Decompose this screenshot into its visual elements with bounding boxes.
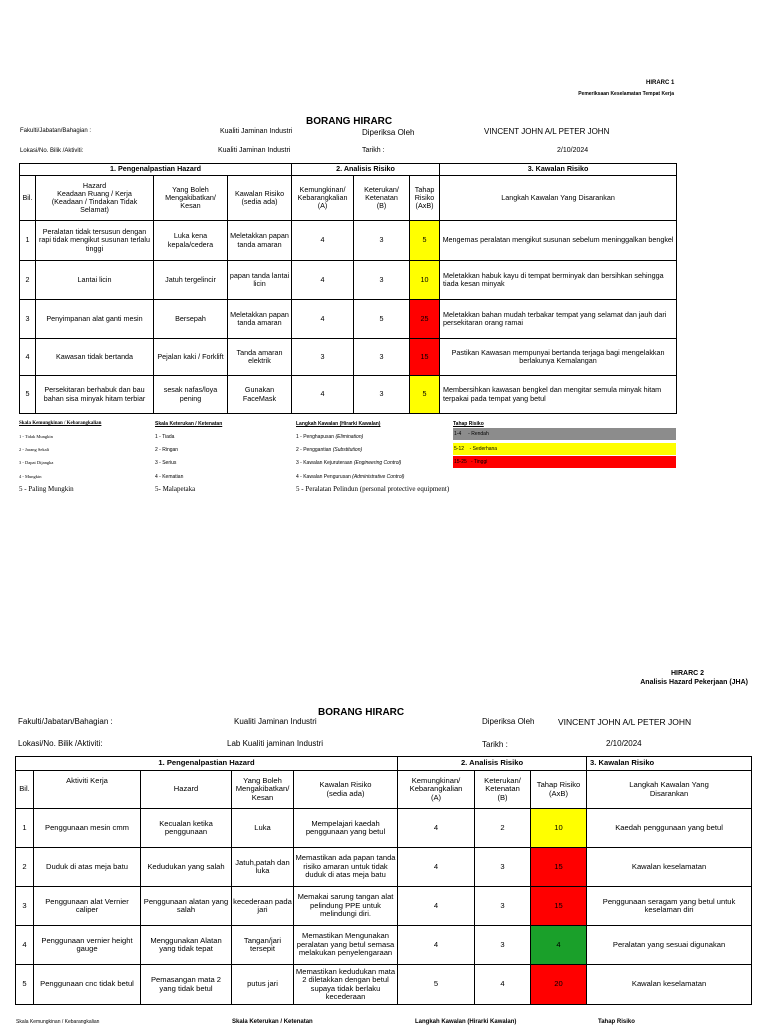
footer-control-title: Langkah Kawalan (Hirarki Kawalan) <box>415 1019 517 1025</box>
faculty-value: Kualiti Jaminan Industri <box>234 717 317 726</box>
row-no: 5 <box>20 376 36 414</box>
row-control: papan tanda lantai licin <box>228 261 292 300</box>
row-control: Gunakan FaceMask <box>228 376 292 414</box>
legend-control-title: Langkah Kawalan (Hirarki Kawalan) <box>296 421 381 427</box>
row-likelihood: 4 <box>398 926 475 965</box>
row-hazard: Kawasan tidak bertanda <box>36 339 154 376</box>
legend-item-text: 3 - Kawalan Kejuruteraan <box>296 460 354 466</box>
row-control: Memastikan kedudukan mata 2 diletakkan dengan betul supaya tidak berlaku kecederaan <box>294 965 398 1005</box>
legend-item <box>296 447 362 453</box>
legend-item: 4 - Kematian <box>155 474 184 480</box>
col-hazard: Hazard Keadaan Ruang / Kerja (Keadaan / Tindakan Tidak Selamat) <box>36 176 154 221</box>
date-label: Tarikh : <box>482 740 508 749</box>
col-existing-control: Kawalan Risiko (sedia ada) <box>294 771 398 809</box>
faculty-value: Kualiti Jaminan Industri <box>220 128 293 135</box>
faculty-label: Fakulti/Jabatan/Bahagian : <box>18 717 113 726</box>
table-row <box>16 926 752 965</box>
row-severity: 3 <box>475 848 531 887</box>
location-label: Lokasi/No. Bilik /Aktiviti: <box>18 739 103 748</box>
hirarc1-table <box>19 163 677 414</box>
row-risk-level: 20 <box>531 965 587 1005</box>
table-row <box>20 339 677 376</box>
section-risk-control: 3. Kawalan Risiko <box>587 757 752 771</box>
row-measure: Peralatan yang sesuai digunakan <box>587 926 752 965</box>
section-hazard-identification: 1. Pengenalpastian Hazard <box>16 757 398 771</box>
legend-item-english: (Administrative Control) <box>352 474 405 480</box>
col-risk-level: Tahap Risiko (AxB) <box>531 771 587 809</box>
form-code: HIRARC 2 <box>671 670 705 677</box>
legend-item <box>296 434 363 440</box>
checked-by-label: Diperiksa Oleh <box>362 128 415 137</box>
legend-item <box>296 474 404 480</box>
row-activity: Penggunaan alat Vernier caliper <box>34 887 141 926</box>
legend-item-text: 4 - Kawalan Pengurusan <box>296 474 353 480</box>
row-likelihood: 5 <box>398 965 475 1005</box>
row-no: 5 <box>16 965 34 1005</box>
row-hazard: Menggunakan Alatan yang tidak tepat <box>141 926 232 965</box>
row-activity: Duduk di atas meja batu <box>34 848 141 887</box>
location-value: Lab Kualiti jaminan Industri <box>227 739 324 748</box>
row-control: Mempelajari kaedah penggunaan yang betul <box>294 809 398 848</box>
row-severity: 2 <box>475 809 531 848</box>
row-risk-level: 4 <box>531 926 587 965</box>
row-risk-level: 10 <box>531 809 587 848</box>
location-label: Lokasi/No. Bilik /Aktiviti: <box>20 148 84 154</box>
table-row <box>20 261 677 300</box>
row-risk-level: 15 <box>531 887 587 926</box>
legend-item: 5 - Peralatan Pelindun (personal protective equipment) <box>296 485 450 493</box>
row-severity: 5 <box>354 300 410 339</box>
legend-risk-high: 15-25 - Tinggi <box>453 456 676 468</box>
legend-item: 3 - Dapat Dijangka <box>19 460 54 465</box>
table-row <box>16 887 752 926</box>
row-likelihood: 4 <box>398 887 475 926</box>
legend-severity-title: Skala Keterukan / Ketenatan <box>155 421 223 427</box>
row-likelihood: 4 <box>292 300 354 339</box>
row-measure: Mengemas peralatan mengikut susunan sebelum meninggalkan bengkel <box>440 221 677 261</box>
form-subtitle: Analisis Hazard Pekerjaan (JHA) <box>640 679 748 686</box>
legend-item: 1 - Tidak Mungkin <box>19 434 53 439</box>
row-activity: Penggunaan cnc tidak betul <box>34 965 141 1005</box>
col-likelihood: Kemungkinan/ Kebarangkalian (A) <box>398 771 475 809</box>
legend-item: 1 - Tiada <box>155 434 175 440</box>
legend-item: 2 - Ringan <box>155 447 179 453</box>
legend-item: 3 - Serius <box>155 460 177 466</box>
legend-risk-medium: 5-12 - Sederhana <box>453 443 676 455</box>
row-no: 1 <box>16 809 34 848</box>
checked-by-label: Diperiksa Oleh <box>482 717 535 726</box>
row-measure: Kawalan keselamatan <box>587 848 752 887</box>
row-severity: 3 <box>475 926 531 965</box>
footer-risk-title: Tahap Risiko <box>598 1019 635 1025</box>
checked-by-value: VINCENT JOHN A/L PETER JOHN <box>484 127 610 136</box>
row-hazard: Kecualan ketika penggunaan <box>141 809 232 848</box>
row-measure: Kaedah penggunaan yang betul <box>587 809 752 848</box>
legend-item-english: (Engineering Control) <box>353 460 402 466</box>
col-no: Bil. <box>20 176 36 221</box>
row-no: 4 <box>16 926 34 965</box>
legend-likelihood-title: Skala Kemungkinan / Kebarangkalian <box>19 421 102 426</box>
row-severity: 3 <box>354 376 410 414</box>
row-control: Meletakkan papan tanda amaran <box>228 300 292 339</box>
table-row <box>16 965 752 1005</box>
row-measure: Membersihkan kawasan bengkel dan mengitar semula minyak hitam terpakai pada tempat yang betul <box>440 376 677 414</box>
row-effect: Jatuh,patah dan luka <box>232 848 294 887</box>
location-value: Kualiti Jaminan Industri <box>218 147 291 154</box>
row-effect: sesak nafas/loya pening <box>154 376 228 414</box>
row-control: Meletakkan papan tanda amaran <box>228 221 292 261</box>
checked-by-value: VINCENT JOHN A/L PETER JOHN <box>558 717 692 727</box>
row-hazard: Lantai licin <box>36 261 154 300</box>
row-effect: Luka kena kepala/cedera <box>154 221 228 261</box>
legend-item: 4 - Mungkin <box>19 474 42 479</box>
row-likelihood: 4 <box>292 376 354 414</box>
row-no: 4 <box>20 339 36 376</box>
row-no: 1 <box>20 221 36 261</box>
table-row <box>20 376 677 414</box>
section-risk-analysis: 2. Analisis Risiko <box>292 164 440 176</box>
legend-item-english: (Substitution) <box>332 447 363 453</box>
col-existing-control: Kawalan Risiko (sedia ada) <box>228 176 292 221</box>
row-measure: Kawalan keselamatan <box>587 965 752 1005</box>
col-recommended-control: Langkah Kawalan Yang Disarankan <box>587 771 752 809</box>
row-hazard: Penggunaan alatan yang salah <box>141 887 232 926</box>
col-effect: Yang Boleh Mengakibatkan/ Kesan <box>154 176 228 221</box>
row-no: 3 <box>16 887 34 926</box>
row-risk-level: 5 <box>410 376 440 414</box>
row-effect: Luka <box>232 809 294 848</box>
row-no: 2 <box>16 848 34 887</box>
row-effect: Pejalan kaki / Forklift <box>154 339 228 376</box>
section-hazard-identification: 1. Pengenalpastian Hazard <box>20 164 292 176</box>
row-likelihood: 4 <box>292 261 354 300</box>
row-hazard: Pemasangan mata 2 yang tidak betul <box>141 965 232 1005</box>
col-risk-level: Tahap Risiko (AxB) <box>410 176 440 221</box>
row-hazard: Persekitaran berhabuk dan bau bahan sisa minyak hitam terbiar <box>36 376 154 414</box>
row-activity: Penggunaan mesin cmm <box>34 809 141 848</box>
row-likelihood: 3 <box>292 339 354 376</box>
hirarc2-table <box>15 756 752 1005</box>
row-effect: Jatuh tergelincir <box>154 261 228 300</box>
row-measure: Pastikan Kawasan mempunyai bertanda terjaga bagi mengelakkan berlakunya Kemalangan <box>440 339 677 376</box>
row-risk-level: 15 <box>531 848 587 887</box>
form-subtitle: Pemeriksaan Keselamatan Tempat Kerja <box>578 91 674 97</box>
row-severity: 3 <box>475 887 531 926</box>
legend-item-text: 1 - Penghapusan <box>296 434 336 440</box>
row-effect: kecederaan pada jari <box>232 887 294 926</box>
table-row <box>16 809 752 848</box>
row-hazard: Penyimpanan alat ganti mesin <box>36 300 154 339</box>
table-row <box>16 848 752 887</box>
legend-item <box>296 460 401 466</box>
col-recommended-control: Langkah Kawalan Yang Disarankan <box>440 176 677 221</box>
row-likelihood: 4 <box>398 809 475 848</box>
row-risk-level: 25 <box>410 300 440 339</box>
row-no: 2 <box>20 261 36 300</box>
form-code: HIRARC 1 <box>646 80 675 86</box>
row-severity: 3 <box>354 339 410 376</box>
col-severity: Keterukan/ Ketenatan (B) <box>354 176 410 221</box>
date-value: 2/10/2024 <box>606 739 642 748</box>
row-severity: 4 <box>475 965 531 1005</box>
legend-item-text: 2 - Penggantian <box>296 447 333 453</box>
row-hazard: Peralatan tidak tersusun dengan rapi tidak mengikut susunan terlalu tinggi <box>36 221 154 261</box>
row-measure: Meletakkan habuk kayu di tempat berminyak dan bersihkan sehingga tiada kesan minyak <box>440 261 677 300</box>
table-row <box>20 221 677 261</box>
row-effect: Tangan/jari tersepit <box>232 926 294 965</box>
legend-item-english: (Elimination) <box>335 434 364 440</box>
table-row <box>20 300 677 339</box>
footer-severity-title: Skala Keterukan / Ketenatan <box>232 1019 313 1025</box>
col-likelihood: Kemungkinan/ Kebarangkalian (A) <box>292 176 354 221</box>
row-activity: Penggunaan vernier height gauge <box>34 926 141 965</box>
row-risk-level: 15 <box>410 339 440 376</box>
row-control: Memastikan ada papan tanda risiko amaran untuk tidak duduk di atas meja batu <box>294 848 398 887</box>
col-no: Bil. <box>16 771 34 809</box>
row-measure: Meletakkan bahan mudah terbakar tempat yang selamat dan jauh dari persekitaran orang ramai <box>440 300 677 339</box>
row-severity: 3 <box>354 261 410 300</box>
col-activity: Aktiviti Kerja <box>34 771 141 809</box>
legend-item: 5- Malapetaka <box>155 485 196 493</box>
row-likelihood: 4 <box>398 848 475 887</box>
legend-item: 2 - Jarang Sekali <box>19 447 50 452</box>
row-risk-level: 10 <box>410 261 440 300</box>
col-hazard: Hazard <box>141 771 232 809</box>
date-label: Tarikh : <box>362 147 385 154</box>
row-hazard: Kedudukan yang salah <box>141 848 232 887</box>
section-risk-analysis: 2. Analisis Risiko <box>398 757 587 771</box>
row-control: Tanda amaran elektrik <box>228 339 292 376</box>
form-title: BORANG HIRARC <box>306 116 393 127</box>
legend-item: 5 - Paling Mungkin <box>19 485 74 493</box>
row-no: 3 <box>20 300 36 339</box>
faculty-label: Fakulti/Jabatan/Bahagian : <box>20 128 92 134</box>
row-risk-level: 5 <box>410 221 440 261</box>
legend-risk-title: Tahap Risiko <box>453 421 484 427</box>
row-effect: Bersepah <box>154 300 228 339</box>
section-risk-control: 3. Kawalan Risiko <box>440 164 677 176</box>
row-severity: 3 <box>354 221 410 261</box>
col-effect: Yang Boleh Mengakibatkan/ Kesan <box>232 771 294 809</box>
legend-risk-low: 1-4 - Rendah <box>453 428 676 440</box>
row-control: Memastikan Mengunakan peralatan yang betul semasa melakukan penyelengaraan <box>294 926 398 965</box>
footer-likelihood-title: Skala Kemungkinan / Kebarangkalian <box>16 1019 100 1025</box>
row-likelihood: 4 <box>292 221 354 261</box>
date-value: 2/10/2024 <box>557 147 589 154</box>
row-measure: Penggunaan seragam yang betul untuk keselaman diri <box>587 887 752 926</box>
row-control: Memakai sarung tangan alat pelindung PPE untuk melindungi diri. <box>294 887 398 926</box>
col-severity: Keterukan/ Ketenatan (B) <box>475 771 531 809</box>
row-effect: putus jari <box>232 965 294 1005</box>
form-title: BORANG HIRARC <box>318 707 405 718</box>
